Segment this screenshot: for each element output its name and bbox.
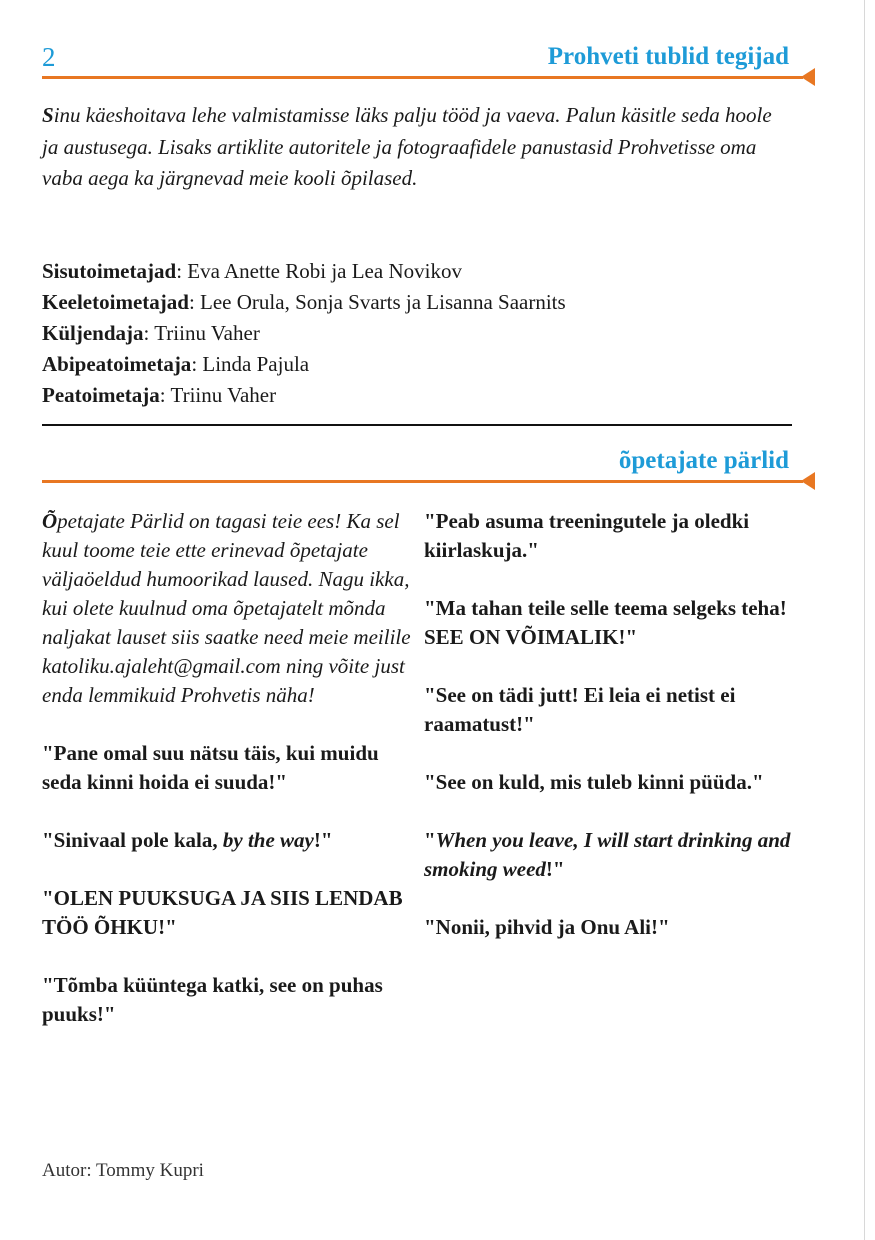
quote-emphasis: When you leave, I will start drinking and smoking weed	[424, 828, 791, 881]
pearls-right-column	[424, 507, 804, 971]
drop-initial: S	[42, 103, 54, 127]
staff-item	[42, 380, 782, 411]
staff-names: : Eva Anette Robi ja Lea Novikov	[176, 259, 462, 283]
page-number: 2	[42, 42, 56, 72]
quote: "Pane omal suu nätsu täis, kui muidu seda kinni hoida ei suuda!"	[42, 741, 379, 794]
page-header	[42, 40, 815, 74]
staff-role: Küljendaja	[42, 321, 144, 345]
staff-item	[42, 349, 782, 380]
staff-item	[42, 256, 782, 287]
quote-part: "Sinivaal pole kala,	[42, 828, 223, 852]
staff-role: Sisutoimetajad	[42, 259, 177, 283]
intro-text: inu käeshoitava lehe valmistamisse läks palju tööd ja vaeva. Palun käsitle seda hoole ja austusega. Lisaks artiklite autoritele ja fotograafidele panustasid Prohvetisse oma vaba aega ka järgnevad meie kooli õpilased.	[42, 103, 772, 190]
orange-arrow-icon	[801, 68, 815, 86]
pearls-left-column	[42, 507, 414, 1058]
drop-initial: Õ	[42, 509, 58, 533]
section-title-staff: Prohveti tublid tegijad	[547, 43, 789, 70]
quote: "OLEN PUUKSUGA JA SIIS LENDAB TÖÖ ÕHKU!"	[42, 886, 403, 939]
quote-part: "	[424, 828, 436, 852]
quote-part: !"	[545, 857, 565, 881]
quote	[42, 826, 414, 855]
staff-names: : Linda Pajula	[191, 352, 310, 376]
article-author: Autor: Tommy Kupri	[42, 1160, 204, 1181]
intro-paragraph	[42, 100, 782, 195]
quote-part: !"	[313, 828, 333, 852]
staff-role: Peatoimetaja	[42, 383, 160, 407]
staff-item	[42, 318, 782, 349]
quote	[424, 826, 804, 884]
quote: "Nonii, pihvid ja Onu Ali!"	[424, 915, 670, 939]
orange-arrow-icon	[801, 472, 815, 490]
quote: "See on tädi jutt! Ei leia ei netist ei raamatust!"	[424, 683, 736, 736]
staff-names: : Triinu Vaher	[159, 383, 277, 407]
staff-names: : Triinu Vaher	[143, 321, 260, 345]
section-header	[42, 444, 815, 478]
quote: "Peab asuma treeningutele ja oledki kiirlaskuja."	[424, 509, 750, 562]
section-divider	[42, 424, 792, 426]
section-title-pearls: õpetajate pärlid	[618, 447, 789, 474]
pearls-lead	[42, 507, 414, 710]
quote: "Tõmba küüntega katki, see on puhas puuks!"	[42, 973, 383, 1026]
staff-role: Abipeatoimetaja	[42, 352, 192, 376]
quote: "Ma tahan teile selle teema selgeks teha! SEE ON VÕIMALIK!"	[424, 596, 787, 649]
pearls-lead-text: petajate Pärlid on tagasi teie ees! Ka sel kuul toome teie ette erinevad õpetajate väljaöeldud humoorikad laused. Nagu ikka, kui olete kuulnud oma õpetajatelt mõnda naljakat lauset siis saatke need meie meilile katoliku.ajaleht@gmail.com ning võite just enda lemmikuid Prohvetis näha!	[42, 509, 411, 707]
staff-item	[42, 287, 782, 318]
quote: "See on kuld, mis tuleb kinni püüda."	[424, 770, 764, 794]
staff-list	[42, 256, 782, 411]
staff-role: Keeletoimetajad	[42, 290, 189, 314]
page-edge-line	[864, 0, 865, 1240]
staff-names: : Lee Orula, Sonja Svarts ja Lisanna Saarnits	[188, 290, 566, 314]
orange-rule	[42, 480, 803, 483]
orange-rule	[42, 76, 803, 79]
quote-emphasis: by the way	[222, 828, 314, 852]
